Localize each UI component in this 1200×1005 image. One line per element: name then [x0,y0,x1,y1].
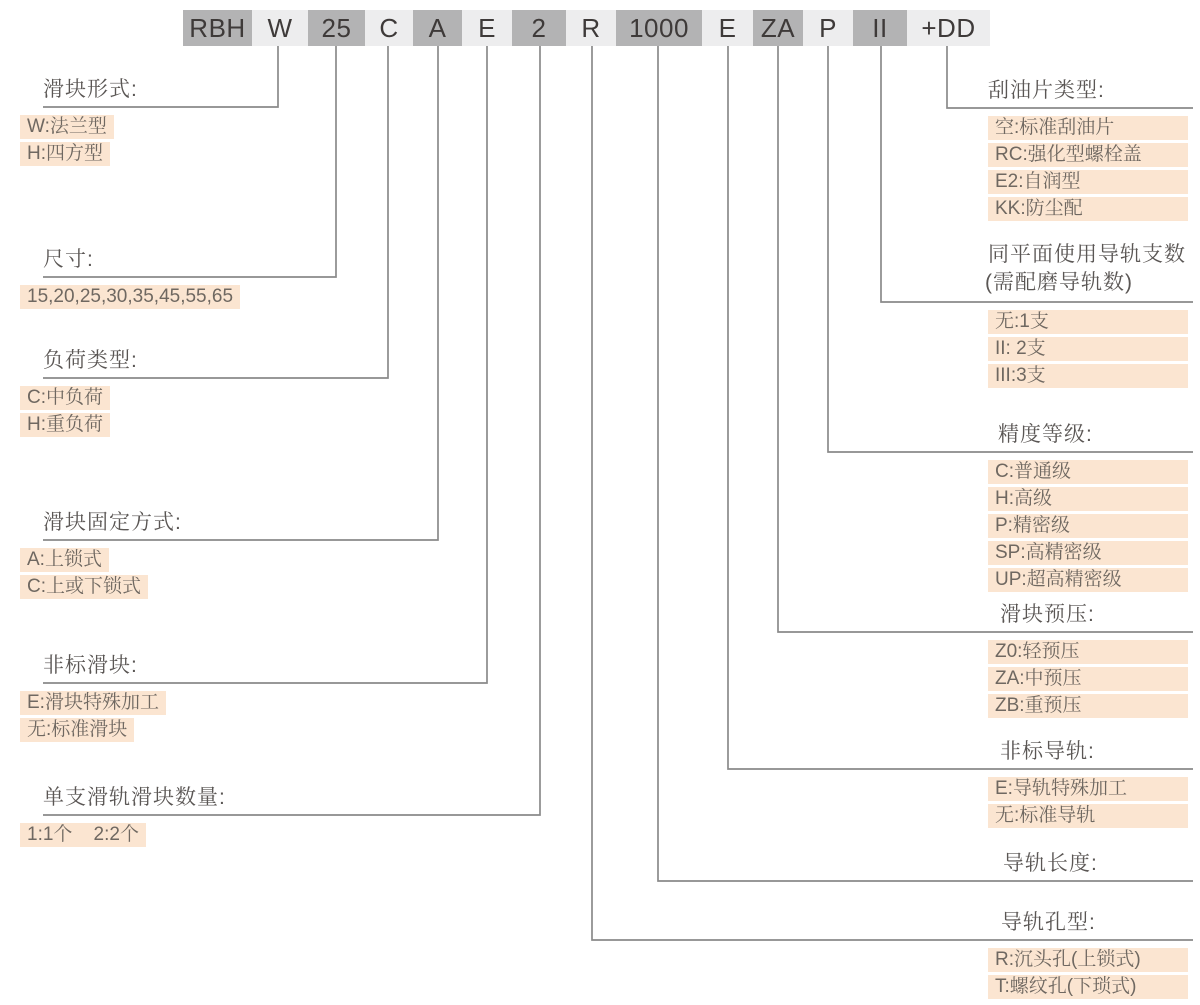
spec-item: C:中负荷 [20,386,110,410]
spec-item: H:四方型 [20,142,110,166]
spec-item: 15,20,25,30,35,45,55,65 [20,285,240,309]
spec-item: 空:标准刮油片 [988,116,1188,140]
block-items-fixing [20,548,148,602]
block-title-slider-count: 单支滑轨滑块数量: [43,786,226,809]
code-segment-wiper: +DD [907,10,990,46]
block-title-fixing: 滑块固定方式: [43,511,182,534]
code-segment-preload: ZA [753,10,803,46]
block-items-nonstd-slider [20,691,166,745]
code-segment-rail-length: 1000 [616,10,702,46]
code-segment-slider-form: W [252,10,308,46]
block-title-slider-form: 滑块形式: [43,78,138,101]
block-items-rail-count [988,310,1188,391]
spec-item: T:螺纹孔(下琐式) [988,975,1188,999]
spec-item: II: 2支 [988,337,1188,361]
spec-item: SP:高精密级 [988,541,1188,565]
spec-item: H:重负荷 [20,413,110,437]
spec-item: C:上或下锁式 [20,575,148,599]
spec-item: P:精密级 [988,514,1188,538]
block-title-nonstd-slider: 非标滑块: [43,654,138,677]
block-title-preload: 滑块预压: [1000,603,1095,626]
code-segment-slider-count: 2 [512,10,566,46]
spec-item: A:上锁式 [20,548,109,572]
block-items-rail-hole-type [988,948,1188,1002]
block-title-nonstd-rail: 非标导轨: [1000,740,1095,763]
block-title-rail-count-line1: 同平面使用导轨支数 [988,243,1186,266]
code-segment-precision: P [803,10,853,46]
block-title-rail-count-line2: (需配磨导轨数) [985,271,1133,294]
spec-item: E:滑块特殊加工 [20,691,166,715]
block-title-wiper: 刮油片类型: [988,79,1105,102]
spec-item: 无:标准导轨 [988,804,1188,828]
spec-item: ZA:中预压 [988,667,1188,691]
spec-item: 1:1个 2:2个 [20,823,146,847]
spec-item: R:沉头孔(上锁式) [988,948,1188,972]
block-items-precision [988,460,1188,595]
code-segment-nonstd-slider: E [462,10,512,46]
spec-item: 无:标准滑块 [20,718,134,742]
block-items-load-type [20,386,110,440]
block-title-load-type: 负荷类型: [43,349,138,372]
spec-item: W:法兰型 [20,115,114,139]
block-items-preload [988,640,1188,721]
code-segment-series: RBH [183,10,252,46]
spec-item: UP:超高精密级 [988,568,1188,592]
model-code-row [183,10,990,46]
block-items-nonstd-rail [988,777,1188,831]
block-title-rail-hole-type: 导轨孔型: [1001,911,1096,934]
spec-item: E2:自润型 [988,170,1188,194]
code-segment-hole-type: R [566,10,616,46]
block-items-slider-form [20,115,114,169]
spec-item: C:普通级 [988,460,1188,484]
spec-item: ZB:重预压 [988,694,1188,718]
block-items-size [20,285,240,312]
code-segment-size: 25 [308,10,365,46]
block-items-slider-count [20,823,146,850]
block-items-wiper [988,116,1188,224]
spec-item: E:导轨特殊加工 [988,777,1188,801]
code-segment-load-type: C [365,10,413,46]
spec-item: Z0:轻预压 [988,640,1188,664]
block-title-precision: 精度等级: [998,423,1093,446]
block-title-rail-length: 导轨长度: [1003,852,1098,875]
spec-item: 无:1支 [988,310,1188,334]
spec-item: III:3支 [988,364,1188,388]
block-title-size: 尺寸: [43,248,94,271]
spec-item: KK:防尘配 [988,197,1188,221]
spec-item: RC:强化型螺栓盖 [988,143,1188,167]
code-segment-nonstd-rail: E [702,10,753,46]
spec-item: H:高级 [988,487,1188,511]
code-segment-rail-count: II [853,10,907,46]
code-segment-fixing: A [413,10,462,46]
